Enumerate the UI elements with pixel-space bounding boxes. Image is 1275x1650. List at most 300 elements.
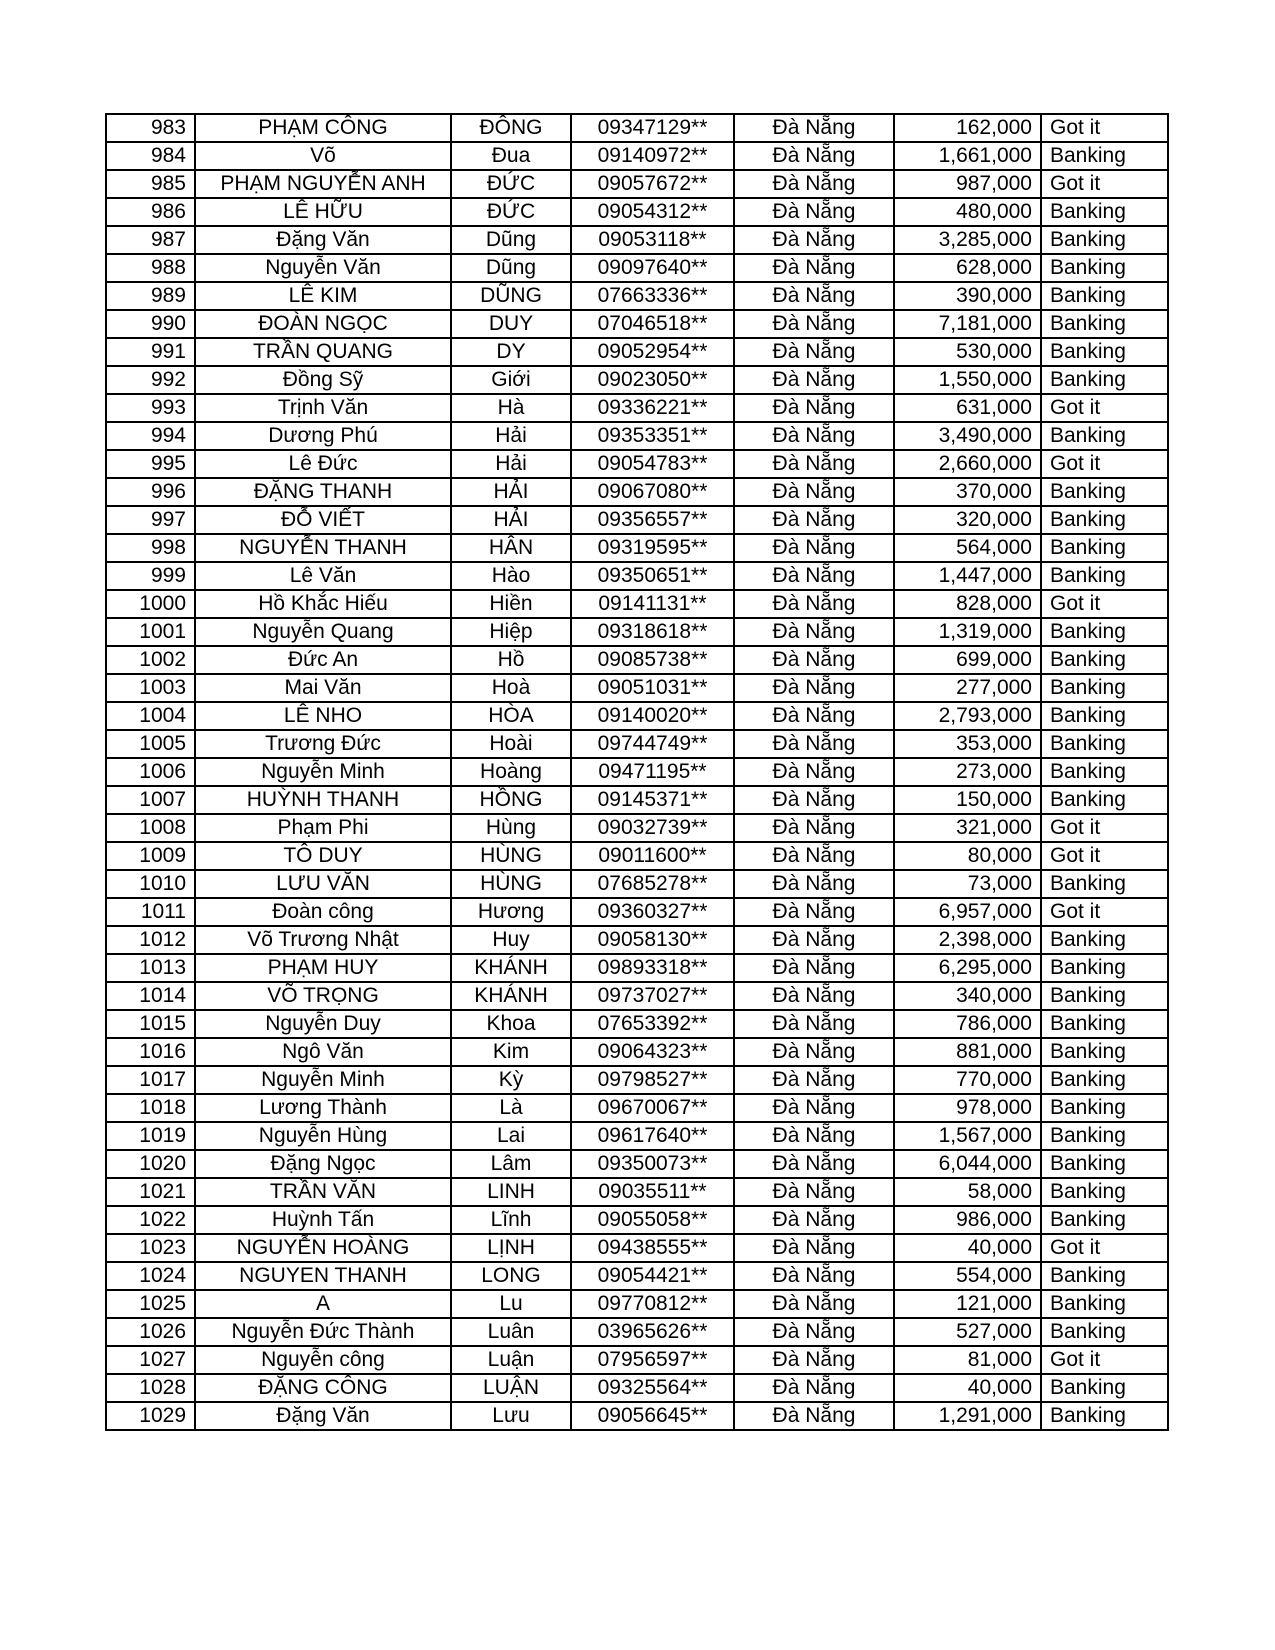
amount-cell: 1,567,000: [894, 1122, 1041, 1150]
payment-method-cell: Banking: [1041, 1066, 1168, 1094]
phone-number-cell: 09737027**: [571, 982, 734, 1010]
phone-number-cell: 09356557**: [571, 506, 734, 534]
amount-cell: 554,000: [894, 1262, 1041, 1290]
first-name-cell: ĐỨC: [451, 198, 571, 226]
amount-cell: 162,000: [894, 114, 1041, 142]
phone-number-cell: 09670067**: [571, 1094, 734, 1122]
phone-number-cell: 07663336**: [571, 282, 734, 310]
row-number-cell: 1028: [106, 1374, 195, 1402]
last-name-cell: A: [195, 1290, 451, 1318]
data-table: [105, 113, 1169, 1431]
amount-cell: 1,550,000: [894, 366, 1041, 394]
amount-cell: 2,398,000: [894, 926, 1041, 954]
row-number-cell: 1018: [106, 1094, 195, 1122]
last-name-cell: Nguyễn công: [195, 1346, 451, 1374]
table-row: [106, 758, 1168, 786]
first-name-cell: HÒA: [451, 702, 571, 730]
table-row: [106, 310, 1168, 338]
payment-method-cell: Got it: [1041, 1234, 1168, 1262]
phone-number-cell: 09051031**: [571, 674, 734, 702]
first-name-cell: Lâm: [451, 1150, 571, 1178]
table-row: [106, 1206, 1168, 1234]
city-cell: Đà Nẵng: [734, 1010, 894, 1038]
amount-cell: 786,000: [894, 1010, 1041, 1038]
row-number-cell: 998: [106, 534, 195, 562]
amount-cell: 1,661,000: [894, 142, 1041, 170]
city-cell: Đà Nẵng: [734, 1290, 894, 1318]
city-cell: Đà Nẵng: [734, 310, 894, 338]
table-row: [106, 338, 1168, 366]
phone-number-cell: 09350073**: [571, 1150, 734, 1178]
row-number-cell: 1029: [106, 1402, 195, 1430]
first-name-cell: KHÁNH: [451, 982, 571, 1010]
first-name-cell: HẢI: [451, 478, 571, 506]
last-name-cell: LÊ HỮU: [195, 198, 451, 226]
last-name-cell: Đặng Văn: [195, 1402, 451, 1430]
row-number-cell: 997: [106, 506, 195, 534]
table-row: [106, 1094, 1168, 1122]
city-cell: Đà Nẵng: [734, 114, 894, 142]
phone-number-cell: 03965626**: [571, 1318, 734, 1346]
payment-method-cell: Banking: [1041, 198, 1168, 226]
row-number-cell: 990: [106, 310, 195, 338]
phone-number-cell: 09067080**: [571, 478, 734, 506]
phone-number-cell: 09347129**: [571, 114, 734, 142]
table-row: [106, 226, 1168, 254]
first-name-cell: Hùng: [451, 814, 571, 842]
phone-number-cell: 09023050**: [571, 366, 734, 394]
payment-method-cell: Banking: [1041, 702, 1168, 730]
row-number-cell: 1008: [106, 814, 195, 842]
table-row: [106, 1066, 1168, 1094]
table-row: [106, 450, 1168, 478]
last-name-cell: Võ: [195, 142, 451, 170]
table-row: [106, 730, 1168, 758]
table-row: [106, 1234, 1168, 1262]
amount-cell: 828,000: [894, 590, 1041, 618]
payment-method-cell: Banking: [1041, 282, 1168, 310]
payment-method-cell: Banking: [1041, 338, 1168, 366]
amount-cell: 6,957,000: [894, 898, 1041, 926]
first-name-cell: Lu: [451, 1290, 571, 1318]
row-number-cell: 1016: [106, 1038, 195, 1066]
amount-cell: 73,000: [894, 870, 1041, 898]
last-name-cell: Võ Trương Nhật: [195, 926, 451, 954]
amount-cell: 881,000: [894, 1038, 1041, 1066]
phone-number-cell: 09035511**: [571, 1178, 734, 1206]
table-row: [106, 142, 1168, 170]
amount-cell: 320,000: [894, 506, 1041, 534]
last-name-cell: Lê Văn: [195, 562, 451, 590]
row-number-cell: 1004: [106, 702, 195, 730]
table-row: [106, 1010, 1168, 1038]
first-name-cell: Hào: [451, 562, 571, 590]
last-name-cell: Nguyễn Minh: [195, 1066, 451, 1094]
table-row: [106, 674, 1168, 702]
city-cell: Đà Nẵng: [734, 1066, 894, 1094]
city-cell: Đà Nẵng: [734, 590, 894, 618]
row-number-cell: 992: [106, 366, 195, 394]
amount-cell: 40,000: [894, 1234, 1041, 1262]
amount-cell: 1,319,000: [894, 618, 1041, 646]
last-name-cell: NGUYỄN HOÀNG: [195, 1234, 451, 1262]
amount-cell: 2,660,000: [894, 450, 1041, 478]
row-number-cell: 1001: [106, 618, 195, 646]
payment-method-cell: Got it: [1041, 450, 1168, 478]
last-name-cell: Ngô Văn: [195, 1038, 451, 1066]
first-name-cell: Đua: [451, 142, 571, 170]
row-number-cell: 1003: [106, 674, 195, 702]
city-cell: Đà Nẵng: [734, 506, 894, 534]
last-name-cell: Đặng Văn: [195, 226, 451, 254]
row-number-cell: 1020: [106, 1150, 195, 1178]
row-number-cell: 1017: [106, 1066, 195, 1094]
row-number-cell: 1000: [106, 590, 195, 618]
payment-method-cell: Banking: [1041, 1150, 1168, 1178]
table-row: [106, 814, 1168, 842]
phone-number-cell: 09471195**: [571, 758, 734, 786]
city-cell: Đà Nẵng: [734, 926, 894, 954]
payment-method-cell: Got it: [1041, 842, 1168, 870]
row-number-cell: 1015: [106, 1010, 195, 1038]
city-cell: Đà Nẵng: [734, 842, 894, 870]
phone-number-cell: 09336221**: [571, 394, 734, 422]
payment-method-cell: Got it: [1041, 1346, 1168, 1374]
phone-number-cell: 09056645**: [571, 1402, 734, 1430]
row-number-cell: 1025: [106, 1290, 195, 1318]
city-cell: Đà Nẵng: [734, 1094, 894, 1122]
phone-number-cell: 09319595**: [571, 534, 734, 562]
phone-number-cell: 09058130**: [571, 926, 734, 954]
first-name-cell: Hoàng: [451, 758, 571, 786]
phone-number-cell: 09438555**: [571, 1234, 734, 1262]
payment-method-cell: Banking: [1041, 1402, 1168, 1430]
phone-number-cell: 09032739**: [571, 814, 734, 842]
first-name-cell: LINH: [451, 1178, 571, 1206]
payment-method-cell: Got it: [1041, 590, 1168, 618]
first-name-cell: ĐÔNG: [451, 114, 571, 142]
last-name-cell: ĐỖ VIẾT: [195, 506, 451, 534]
row-number-cell: 1023: [106, 1234, 195, 1262]
payment-method-cell: Banking: [1041, 786, 1168, 814]
city-cell: Đà Nẵng: [734, 254, 894, 282]
amount-cell: 58,000: [894, 1178, 1041, 1206]
first-name-cell: Kim: [451, 1038, 571, 1066]
table-row: [106, 954, 1168, 982]
row-number-cell: 1005: [106, 730, 195, 758]
phone-number-cell: 09617640**: [571, 1122, 734, 1150]
city-cell: Đà Nẵng: [734, 1038, 894, 1066]
phone-number-cell: 09085738**: [571, 646, 734, 674]
table-row: [106, 394, 1168, 422]
first-name-cell: Luận: [451, 1346, 571, 1374]
table-row: [106, 534, 1168, 562]
table-row: [106, 982, 1168, 1010]
phone-number-cell: 09141131**: [571, 590, 734, 618]
payment-method-cell: Banking: [1041, 1262, 1168, 1290]
amount-cell: 480,000: [894, 198, 1041, 226]
city-cell: Đà Nẵng: [734, 1234, 894, 1262]
table-row: [106, 114, 1168, 142]
payment-method-cell: Banking: [1041, 478, 1168, 506]
phone-number-cell: 09744749**: [571, 730, 734, 758]
first-name-cell: HÙNG: [451, 842, 571, 870]
first-name-cell: Khoa: [451, 1010, 571, 1038]
city-cell: Đà Nẵng: [734, 366, 894, 394]
amount-cell: 340,000: [894, 982, 1041, 1010]
amount-cell: 631,000: [894, 394, 1041, 422]
payment-method-cell: Banking: [1041, 562, 1168, 590]
table-row: [106, 842, 1168, 870]
amount-cell: 987,000: [894, 170, 1041, 198]
first-name-cell: Lưu: [451, 1402, 571, 1430]
table-row: [106, 1038, 1168, 1066]
row-number-cell: 1026: [106, 1318, 195, 1346]
first-name-cell: Hải: [451, 450, 571, 478]
amount-cell: 699,000: [894, 646, 1041, 674]
city-cell: Đà Nẵng: [734, 814, 894, 842]
city-cell: Đà Nẵng: [734, 422, 894, 450]
amount-cell: 2,793,000: [894, 702, 1041, 730]
last-name-cell: NGUYEN THANH: [195, 1262, 451, 1290]
row-number-cell: 996: [106, 478, 195, 506]
first-name-cell: Hiệp: [451, 618, 571, 646]
row-number-cell: 995: [106, 450, 195, 478]
table-row: [106, 1150, 1168, 1178]
first-name-cell: Hải: [451, 422, 571, 450]
payment-method-cell: Banking: [1041, 674, 1168, 702]
last-name-cell: Trịnh Văn: [195, 394, 451, 422]
last-name-cell: Dương Phú: [195, 422, 451, 450]
payment-method-cell: Got it: [1041, 114, 1168, 142]
amount-cell: 121,000: [894, 1290, 1041, 1318]
city-cell: Đà Nẵng: [734, 786, 894, 814]
last-name-cell: Trương Đức: [195, 730, 451, 758]
city-cell: Đà Nẵng: [734, 226, 894, 254]
last-name-cell: LƯU VĂN: [195, 870, 451, 898]
last-name-cell: NGUYỄN THANH: [195, 534, 451, 562]
phone-number-cell: 09011600**: [571, 842, 734, 870]
payment-method-cell: Banking: [1041, 926, 1168, 954]
first-name-cell: Kỳ: [451, 1066, 571, 1094]
payment-method-cell: Banking: [1041, 1206, 1168, 1234]
payment-method-cell: Banking: [1041, 254, 1168, 282]
phone-number-cell: 09325564**: [571, 1374, 734, 1402]
phone-number-cell: 09318618**: [571, 618, 734, 646]
table-body: [106, 114, 1168, 1430]
phone-number-cell: 09140020**: [571, 702, 734, 730]
last-name-cell: Nguyễn Duy: [195, 1010, 451, 1038]
payment-method-cell: Banking: [1041, 310, 1168, 338]
table-row: [106, 282, 1168, 310]
city-cell: Đà Nẵng: [734, 982, 894, 1010]
city-cell: Đà Nẵng: [734, 282, 894, 310]
city-cell: Đà Nẵng: [734, 758, 894, 786]
first-name-cell: DUY: [451, 310, 571, 338]
phone-number-cell: 07653392**: [571, 1010, 734, 1038]
table-row: [106, 618, 1168, 646]
amount-cell: 978,000: [894, 1094, 1041, 1122]
city-cell: Đà Nẵng: [734, 702, 894, 730]
table-row: [106, 254, 1168, 282]
first-name-cell: Hồ: [451, 646, 571, 674]
last-name-cell: LÊ NHO: [195, 702, 451, 730]
phone-number-cell: 09054421**: [571, 1262, 734, 1290]
amount-cell: 6,295,000: [894, 954, 1041, 982]
city-cell: Đà Nẵng: [734, 478, 894, 506]
payment-method-cell: Banking: [1041, 366, 1168, 394]
first-name-cell: LUẬN: [451, 1374, 571, 1402]
first-name-cell: HẢI: [451, 506, 571, 534]
phone-number-cell: 09054783**: [571, 450, 734, 478]
first-name-cell: Hoà: [451, 674, 571, 702]
last-name-cell: PHẠM HUY: [195, 954, 451, 982]
first-name-cell: Luân: [451, 1318, 571, 1346]
amount-cell: 353,000: [894, 730, 1041, 758]
last-name-cell: Lê Đức: [195, 450, 451, 478]
row-number-cell: 1014: [106, 982, 195, 1010]
amount-cell: 390,000: [894, 282, 1041, 310]
table-row: [106, 926, 1168, 954]
last-name-cell: Đức An: [195, 646, 451, 674]
first-name-cell: Giới: [451, 366, 571, 394]
table-row: [106, 422, 1168, 450]
phone-number-cell: 07956597**: [571, 1346, 734, 1374]
last-name-cell: HUỲNH THANH: [195, 786, 451, 814]
city-cell: Đà Nẵng: [734, 1150, 894, 1178]
last-name-cell: ĐẶNG THANH: [195, 478, 451, 506]
table-row: [106, 562, 1168, 590]
city-cell: Đà Nẵng: [734, 674, 894, 702]
table-row: [106, 1374, 1168, 1402]
table-row: [106, 1122, 1168, 1150]
last-name-cell: Nguyễn Minh: [195, 758, 451, 786]
last-name-cell: Đặng Ngọc: [195, 1150, 451, 1178]
payment-method-cell: Banking: [1041, 1094, 1168, 1122]
city-cell: Đà Nẵng: [734, 954, 894, 982]
amount-cell: 80,000: [894, 842, 1041, 870]
last-name-cell: Huỳnh Tấn: [195, 1206, 451, 1234]
payment-method-cell: Banking: [1041, 1010, 1168, 1038]
city-cell: Đà Nẵng: [734, 1318, 894, 1346]
first-name-cell: Là: [451, 1094, 571, 1122]
last-name-cell: TÔ DUY: [195, 842, 451, 870]
last-name-cell: TRẦN VĂN: [195, 1178, 451, 1206]
table-row: [106, 1346, 1168, 1374]
phone-number-cell: 09054312**: [571, 198, 734, 226]
first-name-cell: Lĩnh: [451, 1206, 571, 1234]
amount-cell: 3,490,000: [894, 422, 1041, 450]
table-row: [106, 1402, 1168, 1430]
city-cell: Đà Nẵng: [734, 534, 894, 562]
last-name-cell: Nguyễn Hùng: [195, 1122, 451, 1150]
table-row: [106, 702, 1168, 730]
payment-method-cell: Banking: [1041, 982, 1168, 1010]
first-name-cell: Lai: [451, 1122, 571, 1150]
city-cell: Đà Nẵng: [734, 1262, 894, 1290]
table-row: [106, 898, 1168, 926]
payment-method-cell: Got it: [1041, 170, 1168, 198]
payment-method-cell: Banking: [1041, 646, 1168, 674]
amount-cell: 321,000: [894, 814, 1041, 842]
phone-number-cell: 09064323**: [571, 1038, 734, 1066]
last-name-cell: VÕ TRỌNG: [195, 982, 451, 1010]
payment-method-cell: Banking: [1041, 618, 1168, 646]
row-number-cell: 1009: [106, 842, 195, 870]
phone-number-cell: 09057672**: [571, 170, 734, 198]
amount-cell: 6,044,000: [894, 1150, 1041, 1178]
phone-number-cell: 09140972**: [571, 142, 734, 170]
last-name-cell: ĐẶNG CÔNG: [195, 1374, 451, 1402]
phone-number-cell: 09053118**: [571, 226, 734, 254]
table-row: [106, 646, 1168, 674]
last-name-cell: PHẠM CÔNG: [195, 114, 451, 142]
city-cell: Đà Nẵng: [734, 450, 894, 478]
phone-number-cell: 09798527**: [571, 1066, 734, 1094]
last-name-cell: PHẠM NGUYỄN ANH: [195, 170, 451, 198]
payment-method-cell: Banking: [1041, 870, 1168, 898]
row-number-cell: 1011: [106, 898, 195, 926]
table-row: [106, 366, 1168, 394]
amount-cell: 40,000: [894, 1374, 1041, 1402]
payment-method-cell: Banking: [1041, 954, 1168, 982]
payment-method-cell: Banking: [1041, 422, 1168, 450]
table-row: [106, 786, 1168, 814]
table-row: [106, 1178, 1168, 1206]
last-name-cell: Nguyễn Quang: [195, 618, 451, 646]
table-row: [106, 590, 1168, 618]
city-cell: Đà Nẵng: [734, 338, 894, 366]
payment-method-cell: Banking: [1041, 142, 1168, 170]
amount-cell: 277,000: [894, 674, 1041, 702]
row-number-cell: 984: [106, 142, 195, 170]
first-name-cell: Hương: [451, 898, 571, 926]
city-cell: Đà Nẵng: [734, 1346, 894, 1374]
amount-cell: 527,000: [894, 1318, 1041, 1346]
payment-method-cell: Banking: [1041, 1178, 1168, 1206]
row-number-cell: 1010: [106, 870, 195, 898]
row-number-cell: 985: [106, 170, 195, 198]
city-cell: Đà Nẵng: [734, 394, 894, 422]
amount-cell: 1,447,000: [894, 562, 1041, 590]
row-number-cell: 991: [106, 338, 195, 366]
first-name-cell: Dũng: [451, 226, 571, 254]
amount-cell: 986,000: [894, 1206, 1041, 1234]
phone-number-cell: 09097640**: [571, 254, 734, 282]
phone-number-cell: 09360327**: [571, 898, 734, 926]
payment-method-cell: Banking: [1041, 1318, 1168, 1346]
row-number-cell: 993: [106, 394, 195, 422]
row-number-cell: 1021: [106, 1178, 195, 1206]
payment-method-cell: Banking: [1041, 1038, 1168, 1066]
payment-method-cell: Banking: [1041, 730, 1168, 758]
row-number-cell: 1027: [106, 1346, 195, 1374]
city-cell: Đà Nẵng: [734, 562, 894, 590]
phone-number-cell: 07046518**: [571, 310, 734, 338]
table-row: [106, 198, 1168, 226]
last-name-cell: Hồ Khắc Hiếu: [195, 590, 451, 618]
amount-cell: 1,291,000: [894, 1402, 1041, 1430]
table-row: [106, 1318, 1168, 1346]
first-name-cell: LỊNH: [451, 1234, 571, 1262]
first-name-cell: LONG: [451, 1262, 571, 1290]
city-cell: Đà Nẵng: [734, 618, 894, 646]
last-name-cell: Nguyễn Văn: [195, 254, 451, 282]
first-name-cell: Hiền: [451, 590, 571, 618]
amount-cell: 81,000: [894, 1346, 1041, 1374]
amount-cell: 564,000: [894, 534, 1041, 562]
row-number-cell: 1022: [106, 1206, 195, 1234]
